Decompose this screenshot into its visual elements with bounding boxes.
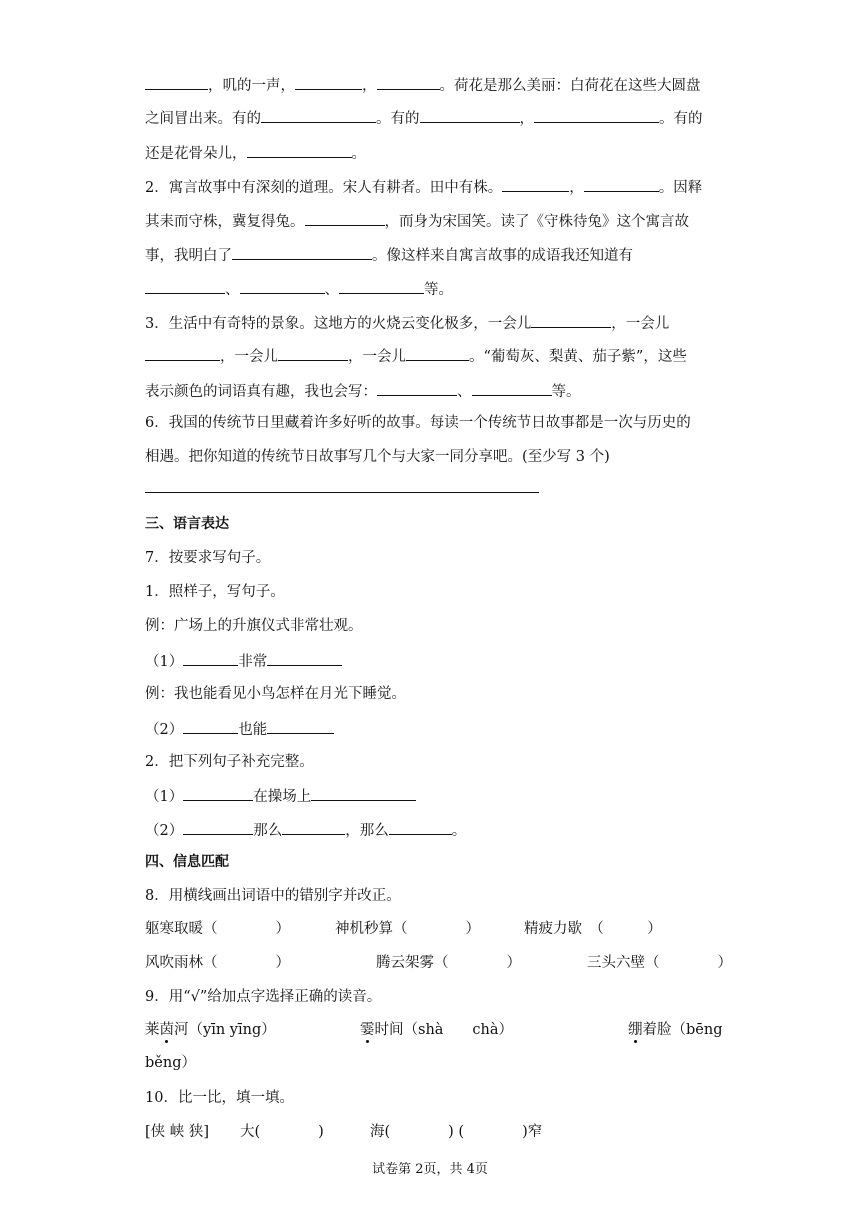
q8-word-5[interactable]: 腾云架雾（ ） [376, 955, 521, 971]
answer-blank[interactable] [247, 142, 352, 158]
q10-fill-1[interactable]: 大( ) [240, 1124, 324, 1140]
answer-blank[interactable] [183, 650, 238, 666]
answer-blank[interactable] [502, 176, 569, 192]
answer-blank[interactable] [145, 278, 225, 294]
q7-item-4: （2） 那么 ，那么 。 [145, 819, 466, 841]
answer-blank[interactable] [406, 345, 469, 361]
q7-sub-2: 2．把下列句子补充完整。 [145, 754, 314, 770]
q7-example-1: 例：广场上的升旗仪式非常壮观。 [145, 618, 363, 634]
answer-blank[interactable] [531, 312, 611, 328]
q7-example-2: 例：我也能看见小鸟怎样在月光下睡觉。 [145, 686, 406, 702]
answer-blank[interactable] [311, 785, 416, 801]
q9-item-1[interactable]: 莱茵河（yīn yīng） [145, 1022, 276, 1038]
q1-line-1: ，叽的一声， ， 。荷花是那么美丽：白荷花在这些大圆盘 [145, 74, 701, 96]
q6-line-2: 相遇。把你知道的传统节日故事写几个与大家一同分享吧。(至少写 3 个) [145, 449, 610, 465]
q2-line-1: 2．寓言故事中有深刻的道理。宋人有耕者。田中有株。 ， 。因释 [145, 176, 702, 198]
q3-line-2: ，一会儿 ，一会儿 。“葡萄灰、梨黄、茄子紫”，这些 [145, 345, 687, 367]
answer-blank[interactable] [183, 718, 238, 734]
q7-item-2: （2） 也能 [145, 718, 334, 740]
answer-blank[interactable] [145, 345, 220, 361]
q7-title: 7．按要求写句子。 [145, 550, 271, 566]
answer-blank[interactable] [420, 107, 520, 123]
q8-word-1[interactable]: 躯寒取暖（ ） [145, 921, 290, 937]
q6-answer-line[interactable] [145, 492, 539, 493]
answer-blank[interactable] [339, 278, 424, 294]
q10-fill-2[interactable]: 海( ) ( )窄 [370, 1124, 543, 1140]
answer-blank[interactable] [305, 210, 385, 226]
q9-item-3[interactable]: 绷着脸（bēng [628, 1022, 723, 1038]
q1-line-2: 之间冒出来。有的 。有的 ， 。有的 [145, 107, 703, 129]
q3-line-3: 表示颜色的词语真有趣，我也会写： 、 等。 [145, 380, 581, 402]
q10-title: 10．比一比，填一填。 [145, 1090, 294, 1106]
answer-blank[interactable] [278, 345, 348, 361]
emphasis-dot-char: 茵 [159, 1022, 174, 1038]
answer-blank[interactable] [377, 380, 457, 396]
q2-line-2: 其耒而守株，冀复得兔。 ，而身为宋国笑。读了《守株待兔》这个寓言故 [145, 210, 689, 232]
emphasis-dot-char: 绷 [628, 1022, 643, 1038]
q8-word-2[interactable]: 神机秒算（ ） [335, 921, 480, 937]
answer-blank[interactable] [183, 819, 253, 835]
answer-blank[interactable] [240, 278, 325, 294]
q2-line-3: 事，我明白了 。像这样来自寓言故事的成语我还知道有 [145, 244, 633, 266]
answer-blank[interactable] [584, 176, 659, 192]
answer-blank[interactable] [261, 107, 376, 123]
q1-line-3: 还是花骨朵儿， 。 [145, 142, 366, 164]
answer-blank[interactable] [232, 244, 372, 260]
q2-line-4: 、 、 等。 [145, 278, 453, 300]
q7-item-3: （1） 在操场上 [145, 785, 416, 807]
answer-blank[interactable] [183, 785, 253, 801]
section-4-heading: 四、信息匹配 [145, 854, 229, 870]
answer-blank[interactable] [389, 819, 452, 835]
q7-item-1: （1） 非常 [145, 650, 342, 672]
q9-title: 9．用“√”给加点字选择正确的读音。 [145, 989, 382, 1005]
answer-blank[interactable] [282, 819, 345, 835]
q8-word-6[interactable]: 三头六壁（ ） [587, 955, 732, 971]
q9-item-3-cont: běng） [145, 1055, 196, 1071]
q8-title: 8．用横线画出词语中的错别字并改正。 [145, 888, 401, 904]
q8-word-3[interactable]: 精疲力歇 （ ） [524, 921, 662, 937]
answer-blank[interactable] [145, 74, 208, 90]
emphasis-dot-char: 霎 [360, 1022, 375, 1038]
answer-blank[interactable] [267, 650, 342, 666]
page-footer: 试卷第 2页，共 4页 [372, 1162, 488, 1177]
q3-line-1: 3．生活中有奇特的景象。这地方的火烧云变化极多，一会儿 ，一会儿 [145, 312, 669, 334]
answer-blank[interactable] [295, 74, 362, 90]
answer-blank[interactable] [472, 380, 552, 396]
q8-word-4[interactable]: 风吹雨林（ ） [145, 955, 290, 971]
answer-blank[interactable] [377, 74, 440, 90]
q6-line-1: 6．我国的传统节日里藏着许多好听的故事。每读一个传统节日故事都是一次与历史的 [145, 415, 691, 431]
q7-sub-1: 1．照样子，写句子。 [145, 584, 285, 600]
answer-blank[interactable] [534, 107, 659, 123]
section-3-heading: 三、语言表达 [145, 516, 229, 532]
q9-item-2[interactable]: 霎时间（shà chà） [360, 1022, 514, 1038]
answer-blank[interactable] [267, 718, 334, 734]
q10-chars: [侠 峡 狭] [145, 1124, 210, 1140]
